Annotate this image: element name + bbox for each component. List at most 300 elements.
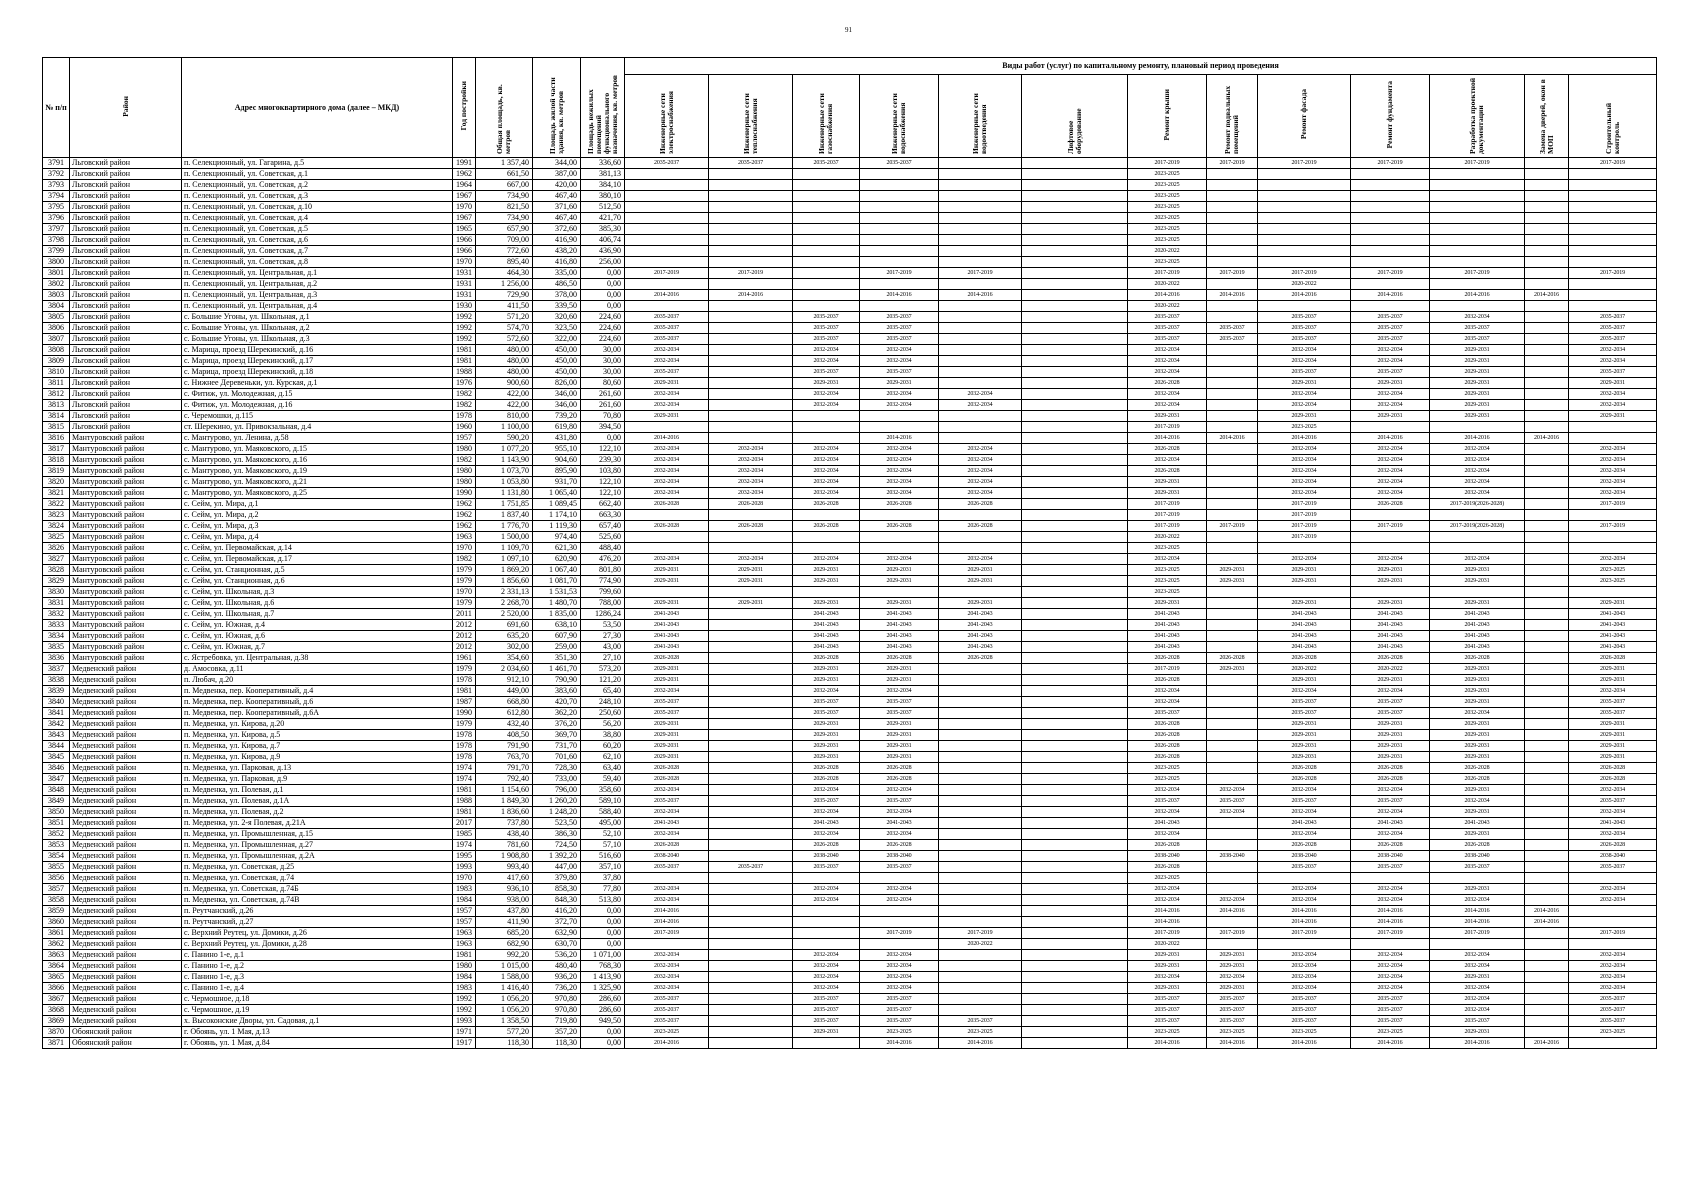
living-area: 1 480,70 — [533, 598, 581, 609]
work-period — [939, 356, 1022, 367]
work-period — [1430, 169, 1525, 180]
table-row — [43, 378, 1657, 389]
table-row — [43, 785, 1657, 796]
nonliving-area: 380,10 — [581, 191, 625, 202]
work-period: 2032-2034 — [1430, 488, 1525, 499]
work-period — [709, 609, 793, 620]
capital-repair-table — [42, 57, 1657, 1049]
nonliving-area: 60,20 — [581, 741, 625, 752]
table-row — [43, 213, 1657, 224]
living-area: 1 260,20 — [533, 796, 581, 807]
work-period — [1525, 510, 1569, 521]
district: Льговский район — [70, 191, 182, 202]
table-row — [43, 983, 1657, 994]
work-period: 2032-2034 — [1351, 983, 1430, 994]
work-period: 2032-2034 — [1128, 895, 1207, 906]
work-period: 2032-2034 — [625, 807, 709, 818]
work-period: 2026-2028 — [939, 521, 1022, 532]
work-period — [1525, 477, 1569, 488]
work-period — [1207, 356, 1258, 367]
work-period — [939, 686, 1022, 697]
work-period — [1351, 191, 1430, 202]
table-row — [43, 400, 1657, 411]
row-number: 3839 — [43, 686, 70, 697]
total-area: 2 520,00 — [476, 609, 533, 620]
work-period: 2017-2019 — [625, 268, 709, 279]
work-period: 2035-2037 — [860, 158, 939, 169]
work-period: 2023-2025 — [1128, 235, 1207, 246]
table-row — [43, 180, 1657, 191]
district: Медвенский район — [70, 983, 182, 994]
work-period: 2026-2028 — [1128, 675, 1207, 686]
work-period — [1022, 587, 1128, 598]
living-area: 1 392,20 — [533, 851, 581, 862]
table-row — [43, 257, 1657, 268]
work-period: 2035-2037 — [1351, 1016, 1430, 1027]
work-period — [1022, 774, 1128, 785]
work-period — [1525, 741, 1569, 752]
work-period: 2023-2025 — [860, 1027, 939, 1038]
work-period: 2032-2034 — [1128, 884, 1207, 895]
work-period: 2041-2043 — [793, 642, 860, 653]
work-period — [1207, 752, 1258, 763]
total-area: 422,00 — [476, 400, 533, 411]
work-period: 2026-2028 — [625, 499, 709, 510]
work-period — [709, 334, 793, 345]
work-period: 2026-2028 — [939, 499, 1022, 510]
work-period — [1207, 279, 1258, 290]
address: п. Медвенка, ул. Парковая, д.13 — [182, 763, 453, 774]
living-area: 701,60 — [533, 752, 581, 763]
nonliving-area: 261,60 — [581, 389, 625, 400]
work-period — [1022, 884, 1128, 895]
work-period — [709, 972, 793, 983]
living-area: 736,20 — [533, 983, 581, 994]
address: п. Реутчанский, д.26 — [182, 906, 453, 917]
work-period — [1351, 235, 1430, 246]
work-period: 2014-2016 — [1430, 433, 1525, 444]
work-period: 2035-2037 — [1569, 334, 1657, 345]
work-period: 2023-2025 — [1569, 565, 1657, 576]
work-period — [709, 873, 793, 884]
nonliving-area: 239,30 — [581, 455, 625, 466]
work-period — [1525, 752, 1569, 763]
work-period: 2029-2031 — [1430, 664, 1525, 675]
work-period: 2029-2031 — [793, 378, 860, 389]
nonliving-area: 57,10 — [581, 840, 625, 851]
nonliving-area: 799,60 — [581, 587, 625, 598]
work-period: 2029-2031 — [1207, 961, 1258, 972]
work-period: 2029-2031 — [1258, 752, 1351, 763]
work-period — [939, 235, 1022, 246]
work-period — [1430, 224, 1525, 235]
work-period: 2020-2022 — [939, 939, 1022, 950]
work-period — [625, 202, 709, 213]
district: Медвенский район — [70, 807, 182, 818]
total-area: 1 053,80 — [476, 477, 533, 488]
work-period — [1569, 1038, 1657, 1049]
work-period: 2029-2031 — [860, 675, 939, 686]
living-area: 362,20 — [533, 708, 581, 719]
work-period: 2026-2028 — [1569, 840, 1657, 851]
work-period: 2032-2034 — [1569, 389, 1657, 400]
work-period — [1022, 807, 1128, 818]
work-period: 2017-2019 — [1207, 928, 1258, 939]
work-period — [1430, 587, 1525, 598]
address: п. Селекционный, ул. Советская, д.8 — [182, 257, 453, 268]
build-year: 1930 — [453, 301, 476, 312]
address: с. Сейм, ул. Первомайская, д.14 — [182, 543, 453, 554]
build-year: 1979 — [453, 664, 476, 675]
work-period: 2035-2037 — [625, 796, 709, 807]
district: Мантуровский район — [70, 642, 182, 653]
nonliving-area: 52,10 — [581, 829, 625, 840]
build-year: 1992 — [453, 994, 476, 1005]
work-period — [1022, 895, 1128, 906]
work-period — [1351, 202, 1430, 213]
work-period: 2017-2019 — [1258, 532, 1351, 543]
living-area: 420,70 — [533, 697, 581, 708]
address: п. Медвенка, ул. Кирова, д.9 — [182, 752, 453, 763]
row-number: 3838 — [43, 675, 70, 686]
living-area: 1 835,00 — [533, 609, 581, 620]
work-period: 2032-2034 — [793, 807, 860, 818]
row-number: 3805 — [43, 312, 70, 323]
build-year: 1981 — [453, 807, 476, 818]
work-period: 2029-2031 — [793, 576, 860, 587]
table-row — [43, 290, 1657, 301]
work-period — [1351, 543, 1430, 554]
work-period — [1207, 367, 1258, 378]
work-period — [1569, 224, 1657, 235]
work-period: 2032-2034 — [1569, 983, 1657, 994]
living-area: 450,00 — [533, 367, 581, 378]
header-work-5: Лифтовое оборудование — [1022, 75, 1128, 158]
district: Льговский район — [70, 169, 182, 180]
district: Медвенский район — [70, 972, 182, 983]
work-period — [1525, 796, 1569, 807]
work-period — [1525, 169, 1569, 180]
nonliving-area: 80,60 — [581, 378, 625, 389]
build-year: 1982 — [453, 554, 476, 565]
work-period: 2035-2037 — [1569, 796, 1657, 807]
district: Мантуровский район — [70, 433, 182, 444]
work-period: 2032-2034 — [860, 345, 939, 356]
work-period: 2035-2037 — [709, 158, 793, 169]
work-period — [1258, 202, 1351, 213]
work-period: 2029-2031 — [1430, 565, 1525, 576]
work-period: 2017-2019 — [709, 268, 793, 279]
district: Льговский район — [70, 180, 182, 191]
work-period: 2032-2034 — [860, 983, 939, 994]
work-period — [1022, 840, 1128, 851]
build-year: 2012 — [453, 642, 476, 653]
work-period: 2032-2034 — [860, 895, 939, 906]
nonliving-area: 103,80 — [581, 466, 625, 477]
row-number: 3869 — [43, 1016, 70, 1027]
work-period: 2014-2016 — [1430, 1038, 1525, 1049]
work-period: 2035-2037 — [1430, 862, 1525, 873]
work-period: 2041-2043 — [1351, 631, 1430, 642]
work-period: 2029-2031 — [793, 598, 860, 609]
work-period: 2026-2028 — [1258, 840, 1351, 851]
work-period — [1022, 994, 1128, 1005]
build-year: 1957 — [453, 917, 476, 928]
work-period: 2029-2031 — [1430, 741, 1525, 752]
work-period: 2029-2031 — [793, 675, 860, 686]
work-period — [709, 169, 793, 180]
work-period: 2032-2034 — [1128, 356, 1207, 367]
work-period — [1525, 697, 1569, 708]
living-area: 416,80 — [533, 257, 581, 268]
work-period: 2032-2034 — [625, 983, 709, 994]
work-period: 2032-2034 — [1258, 477, 1351, 488]
work-period: 2017-2019 — [1128, 422, 1207, 433]
work-period: 2035-2037 — [625, 158, 709, 169]
nonliving-area: 43,00 — [581, 642, 625, 653]
work-period: 2032-2034 — [1128, 367, 1207, 378]
work-period: 2032-2034 — [939, 488, 1022, 499]
living-area: 447,00 — [533, 862, 581, 873]
total-area: 437,80 — [476, 906, 533, 917]
work-period — [1430, 191, 1525, 202]
work-period: 2029-2031 — [1430, 1027, 1525, 1038]
build-year: 1979 — [453, 565, 476, 576]
district: Медвенский район — [70, 752, 182, 763]
nonliving-area: 77,80 — [581, 884, 625, 895]
work-period: 2035-2037 — [1430, 323, 1525, 334]
build-year: 1979 — [453, 576, 476, 587]
work-period — [1022, 928, 1128, 939]
work-period: 2017-2019 — [1258, 521, 1351, 532]
row-number: 3793 — [43, 180, 70, 191]
work-period — [1207, 224, 1258, 235]
table-row — [43, 587, 1657, 598]
total-area: 2 331,13 — [476, 587, 533, 598]
work-period — [1525, 862, 1569, 873]
work-period: 2032-2034 — [1351, 455, 1430, 466]
work-period: 2041-2043 — [625, 818, 709, 829]
page-number: 91 — [845, 26, 852, 34]
work-period: 2035-2037 — [1569, 994, 1657, 1005]
work-period: 2023-2025 — [1128, 202, 1207, 213]
district: Медвенский район — [70, 697, 182, 708]
work-period — [860, 532, 939, 543]
work-period — [1207, 444, 1258, 455]
work-period — [1525, 213, 1569, 224]
work-period — [625, 939, 709, 950]
work-period — [625, 224, 709, 235]
address: г. Обоянь, ул. 1 Мая, д.13 — [182, 1027, 453, 1038]
work-period: 2032-2034 — [1569, 554, 1657, 565]
table-row — [43, 642, 1657, 653]
build-year: 1966 — [453, 235, 476, 246]
table-row — [43, 576, 1657, 587]
nonliving-area: 573,20 — [581, 664, 625, 675]
table-row — [43, 356, 1657, 367]
total-area: 449,00 — [476, 686, 533, 697]
living-area: 523,50 — [533, 818, 581, 829]
district: Медвенский район — [70, 939, 182, 950]
work-period — [860, 543, 939, 554]
work-period — [1022, 488, 1128, 499]
nonliving-area: 657,40 — [581, 521, 625, 532]
work-period — [709, 818, 793, 829]
build-year: 1995 — [453, 851, 476, 862]
living-area: 386,30 — [533, 829, 581, 840]
table-row — [43, 444, 1657, 455]
work-period — [1022, 708, 1128, 719]
living-area: 970,80 — [533, 994, 581, 1005]
work-period: 2032-2034 — [1430, 895, 1525, 906]
work-period — [1525, 356, 1569, 367]
work-period — [939, 224, 1022, 235]
work-period: 2041-2043 — [1258, 609, 1351, 620]
nonliving-area: 525,60 — [581, 532, 625, 543]
work-period — [939, 818, 1022, 829]
work-period: 2032-2034 — [793, 488, 860, 499]
work-period: 2032-2034 — [1351, 345, 1430, 356]
work-period — [1525, 818, 1569, 829]
row-number: 3822 — [43, 499, 70, 510]
work-period: 2029-2031 — [1207, 950, 1258, 961]
living-area: 1 119,30 — [533, 521, 581, 532]
work-period: 2014-2016 — [1525, 290, 1569, 301]
nonliving-area: 1 413,90 — [581, 972, 625, 983]
total-area: 912,10 — [476, 675, 533, 686]
district: Медвенский район — [70, 884, 182, 895]
nonliving-area: 801,80 — [581, 565, 625, 576]
work-period — [793, 290, 860, 301]
work-period: 2032-2034 — [939, 400, 1022, 411]
total-area: 1 837,40 — [476, 510, 533, 521]
living-area: 369,70 — [533, 730, 581, 741]
table-row — [43, 862, 1657, 873]
district: Льговский район — [70, 235, 182, 246]
work-period — [1022, 1016, 1128, 1027]
work-period — [1022, 873, 1128, 884]
work-period — [1207, 609, 1258, 620]
work-period: 2032-2034 — [1258, 686, 1351, 697]
work-period — [1207, 818, 1258, 829]
work-period: 2032-2034 — [1258, 884, 1351, 895]
work-period — [1525, 675, 1569, 686]
work-period: 2029-2031 — [1430, 697, 1525, 708]
work-period: 2035-2037 — [793, 158, 860, 169]
work-period: 2032-2034 — [1128, 972, 1207, 983]
work-period: 2035-2037 — [1258, 796, 1351, 807]
work-period: 2032-2034 — [860, 466, 939, 477]
living-area: 719,80 — [533, 1016, 581, 1027]
address: с. Мантурово, ул. Маяковского, д.25 — [182, 488, 453, 499]
work-period: 2020-2022 — [1128, 301, 1207, 312]
work-period — [939, 301, 1022, 312]
work-period: 2035-2037 — [1351, 708, 1430, 719]
work-period: 2035-2037 — [1258, 367, 1351, 378]
work-period — [1207, 554, 1258, 565]
work-period: 2017-2019 — [1569, 158, 1657, 169]
work-period — [860, 279, 939, 290]
work-period: 2014-2016 — [860, 1038, 939, 1049]
work-period: 2017-2019(2026-2028) — [1430, 521, 1525, 532]
work-period — [1351, 180, 1430, 191]
work-period: 2026-2028 — [1569, 774, 1657, 785]
work-period: 2041-2043 — [625, 609, 709, 620]
work-period — [1525, 1027, 1569, 1038]
work-period: 2041-2043 — [939, 609, 1022, 620]
work-period — [625, 213, 709, 224]
work-period — [1430, 301, 1525, 312]
work-period — [939, 840, 1022, 851]
table-row — [43, 774, 1657, 785]
work-period — [793, 532, 860, 543]
work-period: 2017-2019 — [1128, 664, 1207, 675]
work-period: 2032-2034 — [625, 345, 709, 356]
total-area: 432,40 — [476, 719, 533, 730]
work-period: 2026-2028 — [793, 840, 860, 851]
work-period: 2035-2037 — [1207, 994, 1258, 1005]
work-period: 2029-2031 — [1430, 400, 1525, 411]
work-period — [860, 257, 939, 268]
work-period: 2035-2037 — [1351, 862, 1430, 873]
district: Медвенский район — [70, 895, 182, 906]
work-period: 2020-2022 — [1128, 939, 1207, 950]
work-period — [709, 422, 793, 433]
work-period — [1258, 169, 1351, 180]
living-area: 607,90 — [533, 631, 581, 642]
work-period: 2017-2019 — [1351, 521, 1430, 532]
work-period: 2035-2037 — [625, 312, 709, 323]
total-area: 1 849,30 — [476, 796, 533, 807]
total-area: 480,00 — [476, 367, 533, 378]
work-period: 2032-2034 — [860, 444, 939, 455]
work-period: 2014-2016 — [1207, 290, 1258, 301]
work-period — [860, 411, 939, 422]
work-period: 2029-2031 — [860, 741, 939, 752]
work-period: 2029-2031 — [1351, 565, 1430, 576]
row-number: 3823 — [43, 510, 70, 521]
work-period — [1525, 312, 1569, 323]
work-period — [1207, 246, 1258, 257]
row-number: 3859 — [43, 906, 70, 917]
work-period — [709, 202, 793, 213]
total-area: 1 256,00 — [476, 279, 533, 290]
work-period: 2032-2034 — [793, 466, 860, 477]
living-area: 346,00 — [533, 400, 581, 411]
build-year: 2012 — [453, 631, 476, 642]
work-period: 2032-2034 — [939, 455, 1022, 466]
work-period: 2032-2034 — [860, 455, 939, 466]
work-period — [939, 411, 1022, 422]
work-period: 2035-2037 — [625, 697, 709, 708]
work-period: 2014-2016 — [1128, 290, 1207, 301]
work-period — [1525, 565, 1569, 576]
work-period: 2014-2016 — [1207, 433, 1258, 444]
living-area: 931,70 — [533, 477, 581, 488]
work-period: 2032-2034 — [625, 785, 709, 796]
header-work-1: Инженерные сети теплоснабжения — [709, 75, 793, 158]
work-period: 2032-2034 — [860, 961, 939, 972]
work-period: 2032-2034 — [1128, 389, 1207, 400]
address: п. Селекционный, ул. Советская, д.6 — [182, 235, 453, 246]
work-period: 2032-2034 — [860, 807, 939, 818]
work-period — [1022, 356, 1128, 367]
row-number: 3819 — [43, 466, 70, 477]
district: Льговский район — [70, 268, 182, 279]
work-period — [939, 312, 1022, 323]
work-period: 2029-2031 — [1351, 675, 1430, 686]
table-row — [43, 873, 1657, 884]
